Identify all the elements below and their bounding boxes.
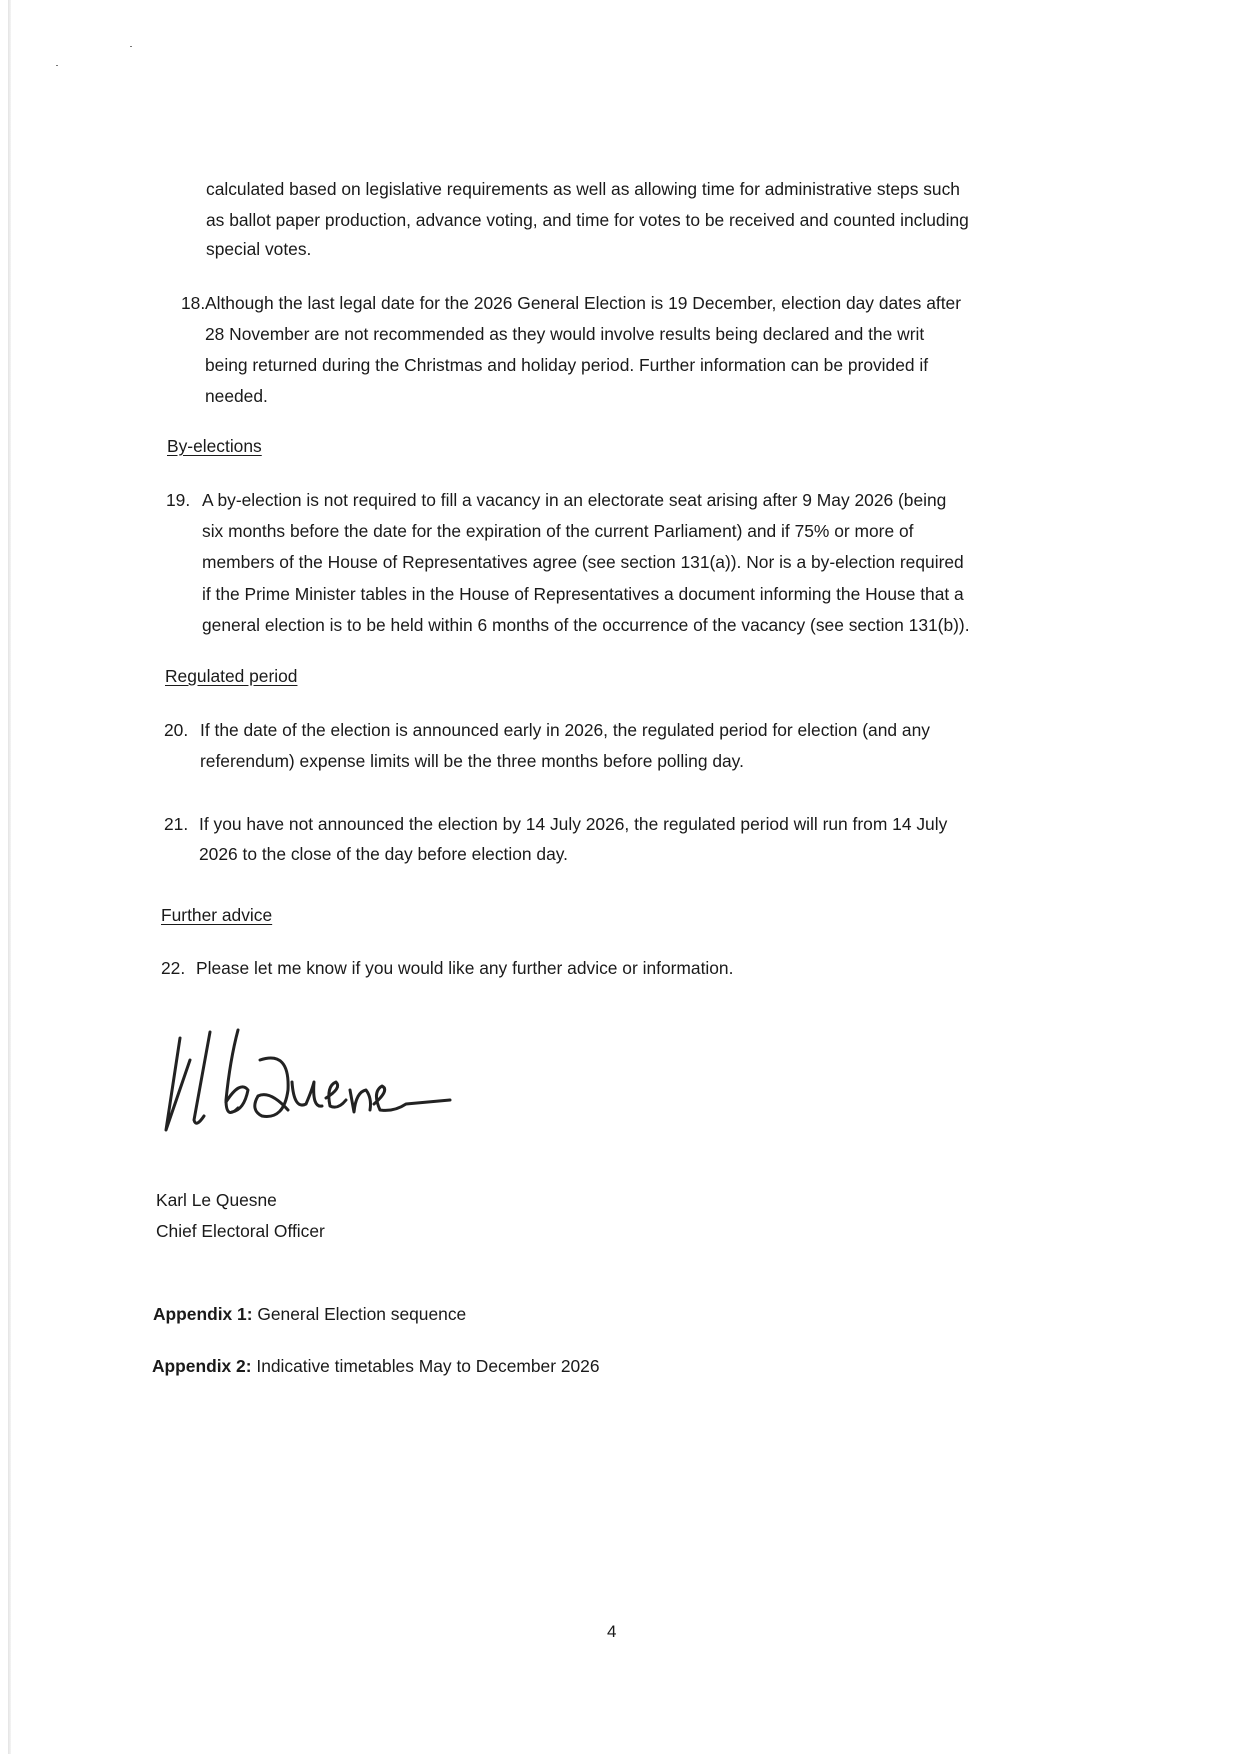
para19-line: if the Prime Minister tables in the House of Representatives a document informing the House that a [202, 584, 964, 604]
para19-number: 19. [166, 490, 191, 510]
para17-line: calculated based on legislative requirements as well as allowing time for administrative steps such [206, 179, 960, 199]
signatory-name: Karl Le Quesne [156, 1190, 277, 1210]
para22-number: 22. [161, 958, 186, 978]
page-number: 4 [607, 1622, 617, 1641]
appendix-1-label: Appendix 1: [153, 1304, 253, 1324]
heading-regulated-period: Regulated period [165, 666, 298, 686]
para20-line: referendum) expense limits will be the three months before polling day. [200, 751, 744, 771]
para18-line: Although the last legal date for the 2026 General Election is 19 December, election day dates after [205, 293, 961, 313]
para20-number: 20. [164, 720, 189, 740]
para18-line: needed. [205, 386, 268, 406]
para22-line: Please let me know if you would like any further advice or information. [196, 958, 734, 978]
para18-line: being returned during the Christmas and holiday period. Further information can be provided if [205, 355, 929, 375]
scan-speck [56, 65, 58, 66]
signatory-title: Chief Electoral Officer [156, 1221, 325, 1241]
para21-line: 2026 to the close of the day before election day. [199, 844, 568, 864]
heading-further-advice: Further advice [161, 905, 273, 925]
para19-line: members of the House of Representatives agree (see section 131(a)). Nor is a by-election required [202, 552, 964, 572]
heading-by-elections: By-elections [167, 436, 262, 456]
appendix-2 [152, 1356, 600, 1376]
para18-number: 18. [181, 293, 206, 313]
para20-line: If the date of the election is announced early in 2026, the regulated period for election (and any [200, 720, 930, 740]
appendix-1 [153, 1304, 466, 1324]
para21-number: 21. [164, 814, 189, 834]
para21-line: If you have not announced the election by 14 July 2026, the regulated period will run from 14 July [199, 814, 948, 834]
scan-speck [130, 46, 132, 47]
appendix-2-text: Indicative timetables May to December 2026 [251, 1356, 600, 1376]
scan-edge [8, 0, 11, 1754]
para17-line: special votes. [206, 239, 312, 259]
para19-line: general election is to be held within 6 months of the occurrence of the vacancy (see section 131(b)). [202, 615, 970, 635]
para17-line: as ballot paper production, advance voting, and time for votes to be received and counted including [206, 210, 969, 230]
appendix-2-label: Appendix 2: [152, 1356, 252, 1376]
para18-line: 28 November are not recommended as they would involve results being declared and the writ [205, 324, 925, 344]
appendix-1-text: General Election sequence [252, 1304, 467, 1324]
para19-line: six months before the date for the expiration of the current Parliament) and if 75% or more of [202, 521, 914, 541]
para19-line: A by-election is not required to fill a vacancy in an electorate seat arising after 9 May 2026 (being [202, 490, 947, 510]
handwritten-signature [160, 1020, 490, 1145]
